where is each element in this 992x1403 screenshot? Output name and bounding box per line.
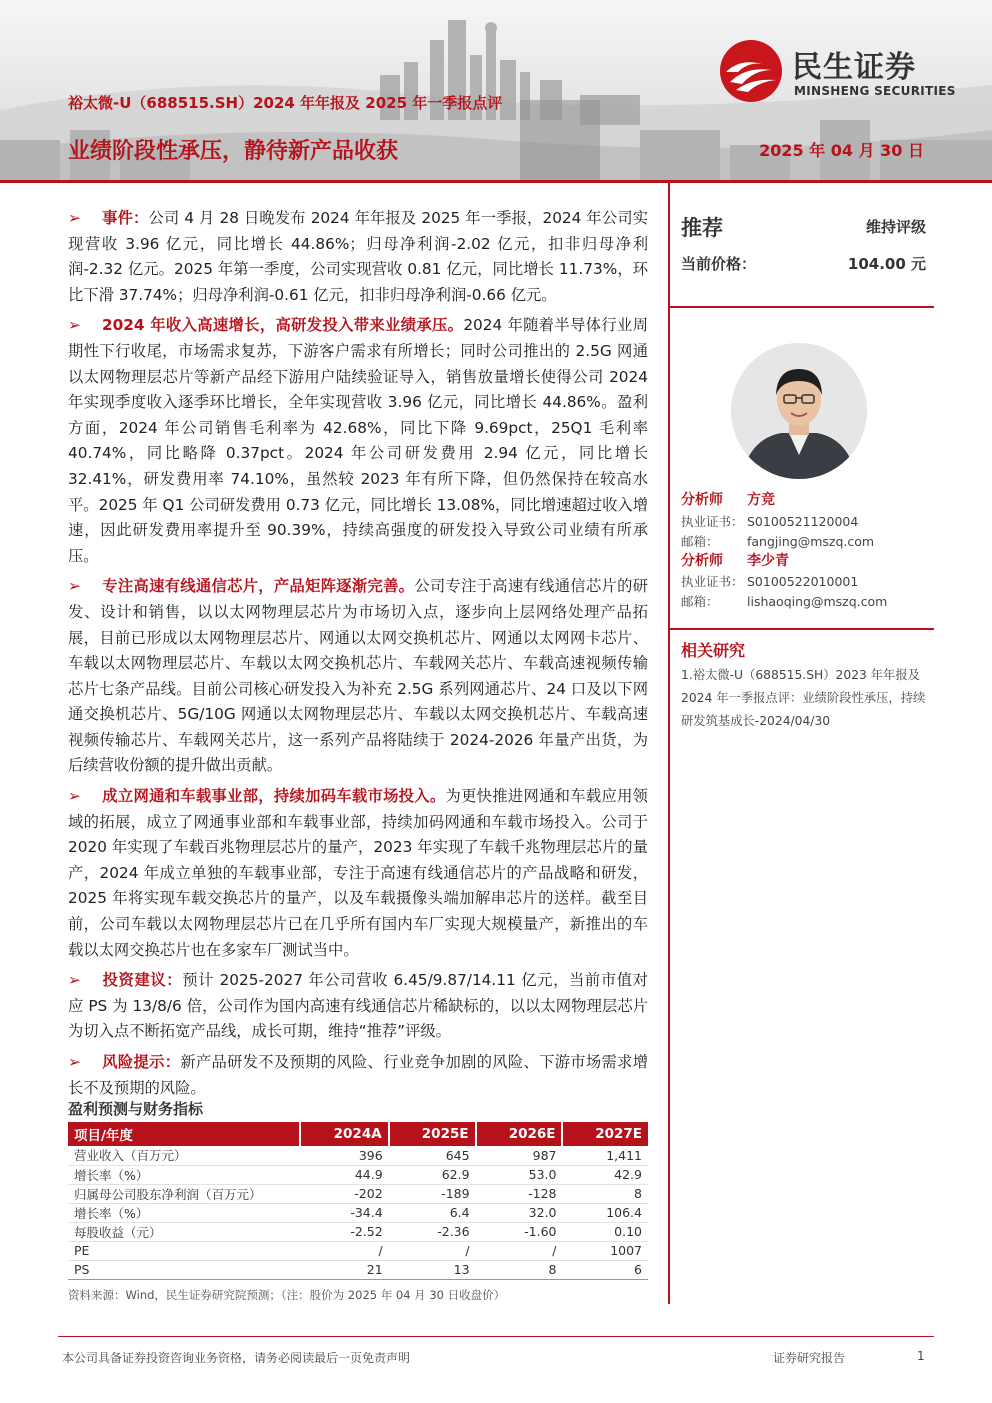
header-banner [0,0,992,182]
rating-label: 推荐 [681,216,723,240]
sidebar-divider [670,306,934,308]
table-row [68,1260,648,1279]
analyst-cert-2 [681,572,858,590]
report-subtitle: 裕太微-U（688515.SH）2024 年年报及 2025 年一季报点评 [68,94,503,112]
current-price-value: 104.00 元 [847,255,926,273]
table-row [68,1146,648,1165]
footer-disclaimer: 本公司具备证券投资咨询业务资格，请务必阅读最后一页免责声明 [62,1351,411,1365]
paragraph-investment [68,968,648,1045]
table-source-note: 资料来源：Wind，民生证券研究院预测；（注：股价为 2025 年 04 月 30 日收盘价） [68,1288,506,1302]
table-row [68,1203,648,1222]
bullet-icon: ➢ [68,316,81,335]
paragraph-products [68,574,648,779]
paragraph-risk [68,1050,648,1101]
table-cell: -202 [300,1184,389,1203]
table-cell: 营业收入（百万元） [68,1146,300,1165]
table-cell: 21 [300,1260,389,1279]
table-cell: 8 [476,1260,563,1279]
table-cell: 0.10 [562,1222,648,1241]
table-row [68,1241,648,1260]
analyst-name: 李少青 [747,553,789,569]
table-header-cell: 2025E [389,1122,476,1146]
table-row [68,1222,648,1241]
rating-status: 维持评级 [865,218,926,236]
paragraph-lead: 专注高速有线通信芯片，产品矩阵逐渐完善。 [102,577,415,596]
email-label: 邮箱： [681,534,719,549]
bullet-icon: ➢ [68,1053,81,1071]
table-header-cell: 2024A [300,1122,389,1146]
bullet-icon: ➢ [68,577,81,596]
analyst-name-1 [681,489,775,509]
bullet-icon: ➢ [68,209,81,227]
header-divider [0,180,992,183]
paragraph-text: 新产品研发不及预期的风险、行业竞争加剧的风险、下游市场需求增长不及预期的风险。 [68,1053,648,1097]
related-research-title: 相关研究 [681,641,746,660]
table-header-row [68,1122,648,1146]
paragraph-text: 为更快推进网通和车载应用领域的拓展，成立了网通事业部和车载事业部，持续加码网通和车载市场投入。公司于 2020 年实现了车载百兆物理层芯片的量产，2023 年实现了车载千兆物理层芯片的量产，2024 年成立单独的车载事业部，专注于高速有线通信芯片的产品战略和研发，2025 年将实现车载交换芯片的量产，以及车载摄像头端加解串芯片的送样。截至目前，公司车载以太网物理层芯片已在几乎所有国内车厂实现大规模量产，新推出的车载以太网交换芯片也在多家车厂测试当中。 [68,787,648,959]
table-cell: -2.52 [300,1222,389,1241]
cert-label: 执业证书： [681,514,744,529]
table-title: 盈利预测与财务指标 [68,1100,204,1118]
email-address[interactable]: lishaoqing@mszq.com [747,594,888,609]
current-price-label: 当前价格： [681,255,757,273]
paragraph-lead: 成立网通和车载事业部，持续加码车载市场投入。 [102,787,446,806]
paragraph-automotive [68,784,648,963]
table-cell: -34.4 [300,1203,389,1222]
logo-chinese-name: 民生证券 [792,50,916,85]
table-cell: 62.9 [389,1165,476,1184]
table-cell: 6 [562,1260,648,1279]
table-cell: PS [68,1260,300,1279]
cert-number: S0100521120004 [747,514,859,529]
table-cell: 53.0 [476,1165,563,1184]
table-header-cell: 2027E [562,1122,648,1146]
table-cell: / [476,1241,563,1260]
table-cell: -189 [389,1184,476,1203]
table-cell: 42.9 [562,1165,648,1184]
sidebar-divider [670,628,934,630]
analyst-email-2 [681,592,887,610]
analyst-portrait-image [731,343,867,479]
table-cell: 增长率（%） [68,1165,300,1184]
table-cell: -2.36 [389,1222,476,1241]
table-cell: 1007 [562,1241,648,1260]
bullet-icon: ➢ [68,787,81,806]
analyst-role: 分析师 [681,553,723,569]
financial-forecast-table [68,1122,648,1280]
footer-report-type: 证券研究报告 [773,1351,846,1365]
table-cell: 6.4 [389,1203,476,1222]
analyst-name: 方竞 [747,492,775,508]
cert-label: 执业证书： [681,574,744,589]
table-cell: 396 [300,1146,389,1165]
email-address[interactable]: fangjing@mszq.com [747,534,875,549]
analyst-role: 分析师 [681,492,723,508]
paragraph-revenue [68,313,648,569]
table-cell: 1,411 [562,1146,648,1165]
table-cell: 13 [389,1260,476,1279]
table-cell: -128 [476,1184,563,1203]
analyst-avatar [731,343,867,479]
table-cell: 8 [562,1184,648,1203]
table-header-cell: 2026E [476,1122,563,1146]
report-title: 业绩阶段性承压，静待新产品收获 [68,139,399,164]
table-row [68,1165,648,1184]
table-cell: PE [68,1241,300,1260]
paragraph-lead: 风险提示： [102,1053,181,1071]
main-content [68,206,648,1106]
logo-english-name: MINSHENG SECURITIES [794,84,956,98]
table-cell: / [389,1241,476,1260]
email-label: 邮箱： [681,594,719,609]
paragraph-lead: 投资建议： [102,971,183,990]
minsheng-logo [718,38,968,102]
table-cell: 每股收益（元） [68,1222,300,1241]
table-header-cell: 项目/年度 [68,1122,300,1146]
analyst-cert-1 [681,512,858,530]
table-cell: / [300,1241,389,1260]
paragraph-text: 预计 2025-2027 年公司营收 6.45/9.87/14.11 亿元，当前市值对应 PS 为 13/8/6 倍，公司作为国内高速有线通信芯片稀缺标的，以以太网物理层芯片为切入点不断拓宽产品线，成长可期，维持“推荐”评级。 [68,971,648,1041]
table-row [68,1184,648,1203]
minsheng-logo-icon [718,38,784,104]
page-number: 1 [917,1349,925,1363]
cert-number: S0100522010001 [747,574,859,589]
table-cell: 归属母公司股东净利润（百万元） [68,1184,300,1203]
paragraph-text: 公司 4 月 28 日晚发布 2024 年年报及 2025 年一季报，2024 年公司实现营收 3.96 亿元，同比增长 44.86%；归母净利润-2.02 亿元，扣非归母净利润-2.32 亿元。2025 年第一季度，公司实现营收 0.81 亿元，同比增长 11.73%，环比下滑 37.74%；归母净利润-0.61 亿元，扣非归母净利润-0.66 亿元。 [68,209,648,304]
table-cell: -1.60 [476,1222,563,1241]
footer-divider [58,1336,934,1337]
paragraph-event [68,206,648,308]
column-divider [668,182,670,1304]
table-cell: 106.4 [562,1203,648,1222]
table-cell: 32.0 [476,1203,563,1222]
analyst-name-2 [681,550,789,570]
table-cell: 增长率（%） [68,1203,300,1222]
paragraph-text: 2024 年随着半导体行业周期性下行收尾，市场需求复苏，下游客户需求有所增长；同时公司推出的 2.5G 网通以太网物理层芯片等新产品经下游用户陆续验证导入，销售放量增长使得公司 2024 年实现季度收入逐季环比增长，全年实现营收 3.96 亿元，同比增长 44.86%。盈利方面，2024 年公司销售毛利率为 42.68%，同比下降 9.69pct，25Q1 毛利率 40.74%，同比略降 0.37pct。2024 年公司研发费用 2.94 亿元，同比增长 32.41%，研发费用率 74.10%，虽然较 2023 年有所下降，但仍然保持在较高水平。2025 年 Q1 公司研发费用 0.73 亿元，同比增长 13.08%，同比增速超过收入增速，因此研发费用率提升至 90.39%，持续高强度的研发投入导致公司业绩有所承压。 [68,316,649,565]
related-research-item[interactable]: 1.裕太微-U（688515.SH）2023 年年报及 2024 年一季报点评：业绩阶段性承压，持续研发筑基成长-2024/04/30 [681,668,926,728]
paragraph-lead: 2024 年收入高速增长，高研发投入带来业绩承压。 [102,316,464,335]
table-cell: 645 [389,1146,476,1165]
table-cell: 987 [476,1146,563,1165]
analyst-email-1 [681,532,874,550]
bullet-icon: ➢ [68,971,81,990]
paragraph-text: 公司专注于高速有线通信芯片的研发、设计和销售，以以太网物理层芯片为市场切入点，逐步向上层网络处理产品拓展，目前已形成以太网物理层芯片、网通以太网交换机芯片、网通以太网网卡芯片、车载以太网物理层芯片、车载以太网交换机芯片、车载网关芯片、车载高速视频传输芯片七条产品线。目前公司核心研发投入为补充 2.5G 系列网通芯片、24 口及以下网通交换机芯片、5G/10G 网通以太网物理层芯片、车载以太网交换机芯片、车载高速视频传输芯片、车载网关芯片，这一系列产品将陆续于 2024-2026 年量产出货，为后续营收份额的提升做出贡献。 [68,577,648,775]
table-cell: 44.9 [300,1165,389,1184]
paragraph-lead: 事件： [102,209,149,227]
report-date: 2025 年 04 月 30 日 [759,141,924,160]
